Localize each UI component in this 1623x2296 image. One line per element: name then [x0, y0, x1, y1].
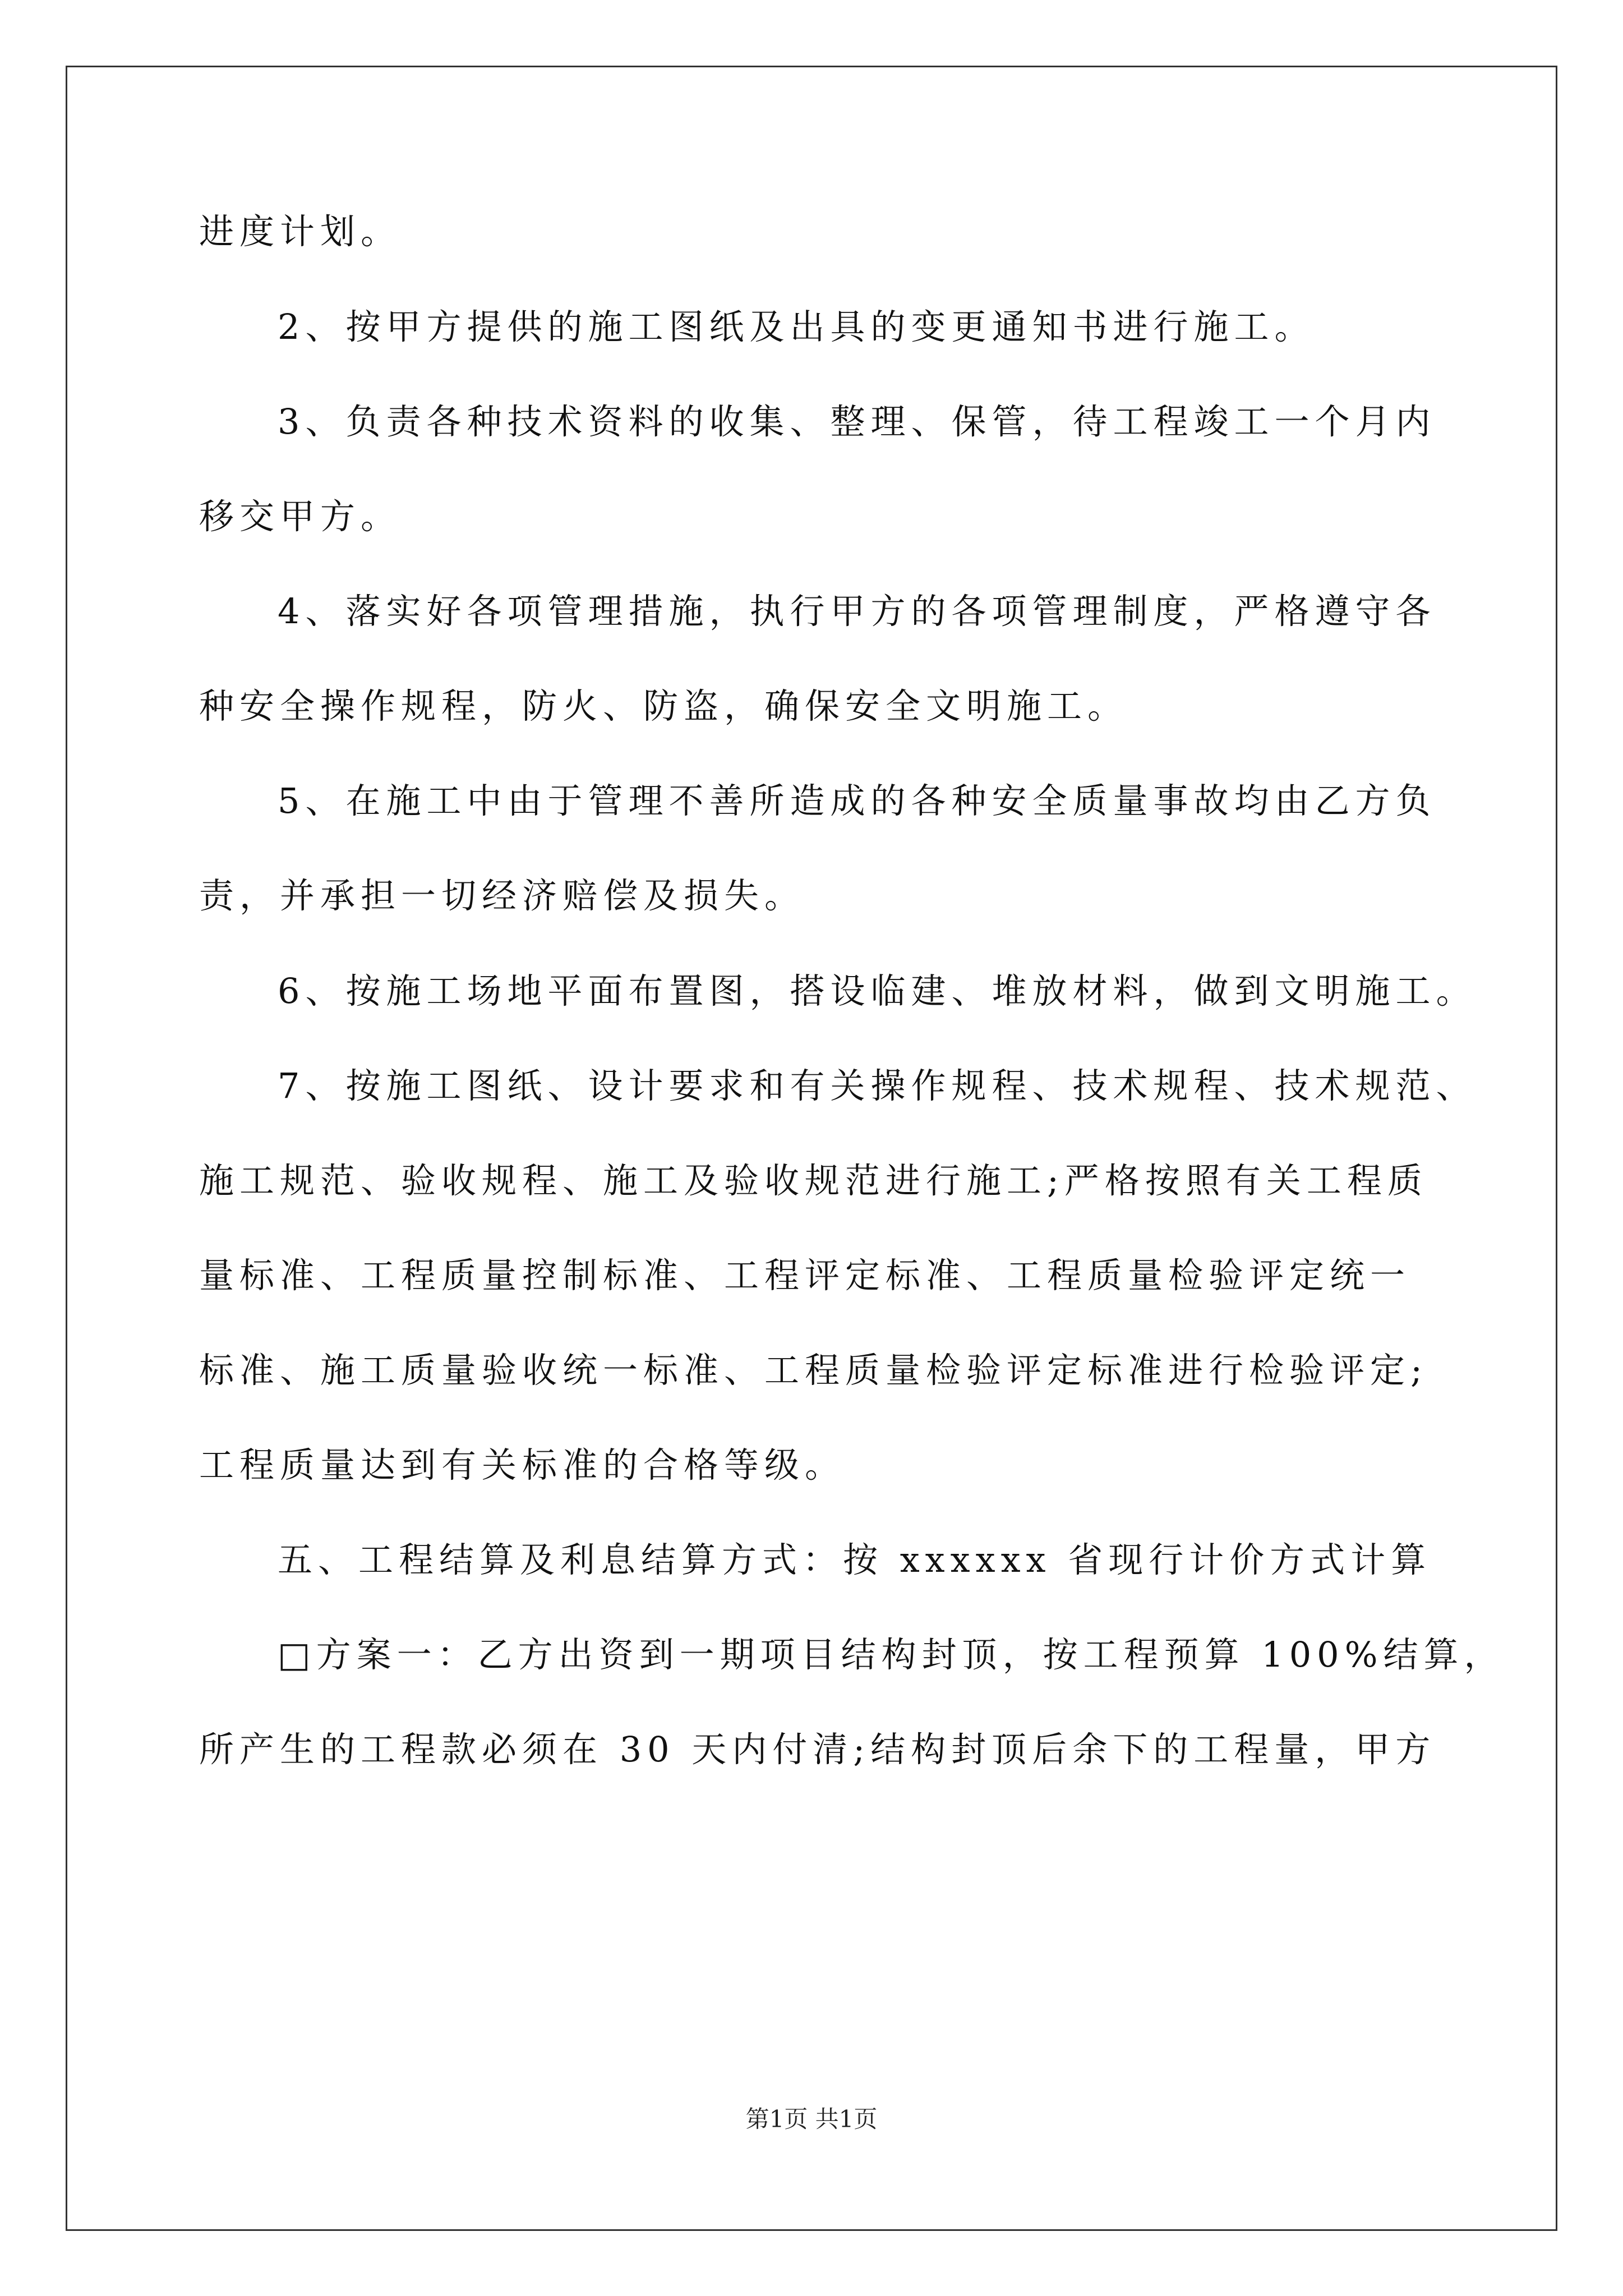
text-line: 工程质量达到有关标准的合格等级。: [199, 1444, 846, 1485]
text-line: 标准、施工质量验收统一标准、工程质量检验评定标准进行检验评定;: [199, 1350, 1428, 1391]
text-line: 施工规范、验收规程、施工及验收规范进行施工;严格按照有关工程质: [199, 1160, 1428, 1201]
text-line: 6、按施工场地平面布置图，搭设临建、堆放材料，做到文明施工。: [278, 970, 1477, 1011]
text-line: 五、工程结算及利息结算方式：按 xxxxxx 省现行计价方式计算: [278, 1539, 1432, 1580]
text-line: 进度计划。: [199, 211, 402, 252]
text-line: 移交甲方。: [199, 496, 402, 537]
text-line: 2、按甲方提供的施工图纸及出具的变更通知书进行施工。: [278, 306, 1315, 347]
text-line: 种安全操作规程，防火、防盗，确保安全文明施工。: [199, 685, 1128, 726]
text-line: 4、落实好各项管理措施，执行甲方的各项管理制度，严格遵守各: [278, 591, 1436, 632]
text-line: 5、在施工中由于管理不善所造成的各种安全质量事故均由乙方负: [278, 780, 1436, 821]
text-line: 所产生的工程款必须在 30 天内付清;结构封顶后余下的工程量，甲方: [199, 1729, 1436, 1770]
text-line: 3、负责各种技术资料的收集、整理、保管，待工程竣工一个月内: [278, 401, 1436, 442]
page-footer: 第1页 共1页: [745, 2105, 878, 2133]
text-line: □方案一：乙方出资到一期项目结构封顶，按工程预算 100%结算，: [278, 1634, 1505, 1675]
text-line: 7、按施工图纸、设计要求和有关操作规程、技术规程、技术规范、: [278, 1065, 1477, 1106]
text-line: 量标准、工程质量控制标准、工程评定标准、工程质量检验评定统一: [199, 1255, 1411, 1296]
page-border: [66, 66, 1557, 2231]
text-line: 责，并承担一切经济赔偿及损失。: [199, 875, 805, 916]
